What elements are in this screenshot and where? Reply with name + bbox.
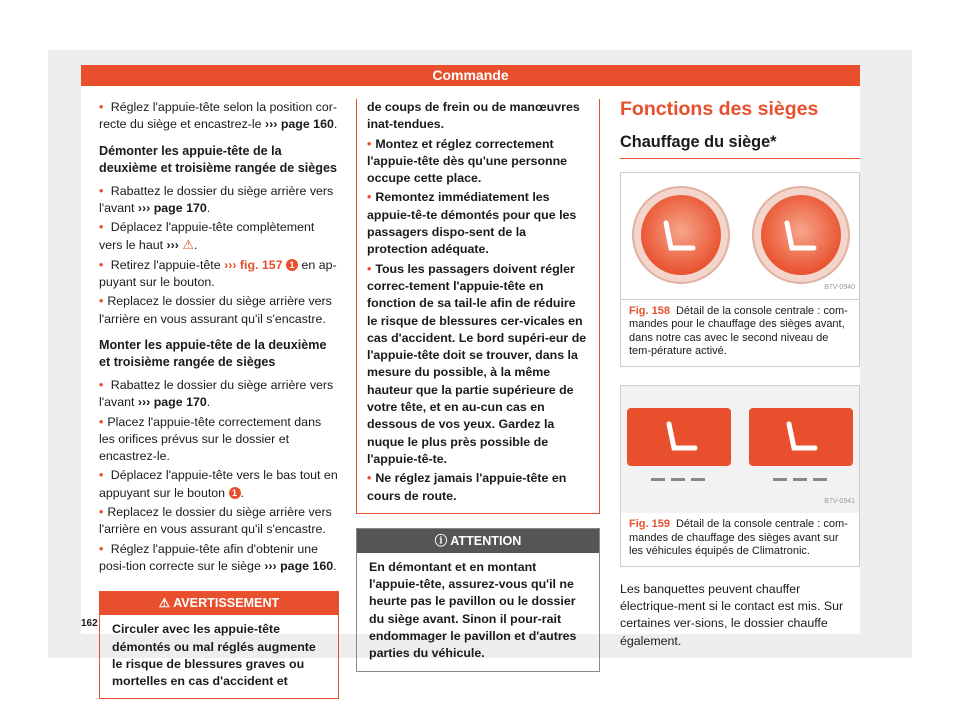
figure-code: B7V-0941 <box>824 497 855 505</box>
warning-item: • Tous les passagers doivent régler correc-tement l'appuie-tête en fonction de sa tail-le afin de réduire le risque de blessures cer-vicales en cas d'accident. Le bord supéri-eur de l'appuie-tête doit se trouver, dans la mesure du possible, à la même hauteur que la partie supérieure de votre tête, et en au-cun cas en dessous de vos yeux. Gardez la nuque le plus près possible de l'appuie-tê-te. <box>367 261 589 469</box>
step-remove-headrest: • Retirez l'appuie-tête ››› fig. 157 1 en ap-puyant sur le bouton. <box>99 257 339 292</box>
figure-number: Fig. 158 <box>629 304 670 317</box>
page-link[interactable]: ››› page 170 <box>137 395 207 410</box>
figure-159 <box>620 385 860 567</box>
step-fold-backrest-2: • Rabattez le dossier du siège arrière vers l'avant ››› page 170. <box>99 377 339 412</box>
step-adjust-position: • Réglez l'appuie-tête afin d'obtenir une posi-tion correcte sur le siège ››› page 160. <box>99 541 339 576</box>
warning-item: • Remontez immédiatement les appuie-tê-te démontés pour que les passagers dispo-sent de la protection adéquate. <box>367 189 589 258</box>
column-middle <box>356 99 600 672</box>
step-move-down: • Déplacez l'appuie-tête vers le bas tout en appuyant sur le bouton 1 . <box>99 467 339 502</box>
warning-link[interactable]: ››› <box>166 238 179 253</box>
page-link[interactable]: ››› page 160 <box>265 117 334 132</box>
info-circle-icon: ⓘ <box>434 533 448 548</box>
warning-triangle-icon: ⚠ <box>182 237 195 253</box>
warning-triangle-icon: ⚠ <box>158 596 171 611</box>
warning-text: Circuler avec les appuie-tête démontés ou mal réglés augmente le risque de blessures graves ou mortelles en cas d'accident et <box>112 622 316 689</box>
warning-continued: de coups de frein ou de manœuvres inat-tendues. • Montez et réglez correctement l'appuie-tête dès qu'une personne occupe cette place. • Remontez immédiatement les appuie-tê-te démontés pour que les passagers dispo-sent de la protection adéquate. • Tous les passagers doivent régler correc-tement l'appuie-tête en fonction de sa tail-le afin de réduire le risque de blessures cer-vicales en cas d'accident. Le bord supéri-eur de l'appuie-tête doit se trouver, dans la mesure du possible, à la même hauteur que la partie supérieure de votre tête, et en au-cun cas en dessous de vos yeux. Gardez la nuque le plus près possible de l'appuie-tê-te. • Ne réglez jamais l'appuie-tête en cours de route. <box>356 99 600 514</box>
attention-box <box>356 528 600 672</box>
warning-item: • Ne réglez jamais l'appuie-tête en cours de route. <box>367 470 589 505</box>
body-text: Les banquettes peuvent chauffer électrique-ment si le contact est mis. Sur certaines ver-sions, le dossier chauffe également. <box>620 581 844 648</box>
callout-number: 1 <box>286 259 298 271</box>
page-link[interactable]: ››› page 160 <box>264 558 334 573</box>
chapter-header: Commande <box>81 65 860 86</box>
step-adjust-headrest: • Réglez l'appuie-tête selon la position cor-recte du siège et encastrez-le ››› page 160. <box>99 99 339 134</box>
step-place-headrest: • Placez l'appuie-tête correctement dans les orifices prévus sur le dossier et encastrez-le. <box>99 414 339 466</box>
heading-install-headrests: Monter les appuie-tête de la deuxième et troisième rangée de sièges <box>99 337 327 369</box>
warning-item: • Montez et réglez correctement l'appuie-tête dès qu'une personne occupe cette place. <box>367 136 589 188</box>
warning-box <box>99 591 339 699</box>
column-left <box>99 99 339 699</box>
page-link[interactable]: ››› page 170 <box>137 200 207 215</box>
figure-159-caption: Fig. 159 Détail de la console centrale : com-mandes de chauffage des sièges avant sur les véhicules équipés de Climatronic. <box>629 517 848 558</box>
figure-159-image <box>621 386 859 513</box>
section-title: Fonctions des sièges <box>620 98 819 120</box>
figure-158 <box>620 172 860 367</box>
step-fold-backrest: • Rabattez le dossier du siège arrière vers l'avant ››› page 170. <box>99 183 339 218</box>
step-replace-backrest-2: • Replacez le dossier du siège arrière vers l'arrière en vous assurant qu'il s'encastre. <box>99 504 339 539</box>
page-number: 162 <box>81 618 98 629</box>
heading-remove-headrests: Démonter les appuie-tête de la deuxième et troisième rangée de sièges <box>99 143 337 175</box>
figure-code: B7V-0940 <box>824 284 855 292</box>
column-right <box>620 99 860 652</box>
subsection-title: Chauffage du siège* <box>620 134 860 158</box>
figure-number: Fig. 159 <box>629 517 670 530</box>
callout-number: 1 <box>229 487 241 499</box>
figure-158-caption: Fig. 158 Détail de la console centrale : com-mandes pour le chauffage des sièges avant, dans notre cas avec le second niveau de tem-pérature activé. <box>629 304 848 358</box>
figure-158-image <box>621 173 859 300</box>
step-move-up: • Déplacez l'appuie-tête complètement vers le haut ››› ⚠. <box>99 219 339 255</box>
step-replace-backrest: • Replacez le dossier du siège arrière vers l'arrière en vous assurant qu'il s'encastre. <box>99 293 339 328</box>
attention-header: ⓘ ATTENTION <box>357 529 599 553</box>
figure-link[interactable]: ››› fig. 157 <box>224 257 283 272</box>
warning-header: ⚠ AVERTISSEMENT <box>100 592 338 615</box>
attention-text: En démontant et en montant l'appuie-tête, assurez-vous qu'il ne heurte pas le pavillon ou le dossier du siège avant. Sinon il pour-rait endommager le pavillon et d'autres parties du véhicule. <box>369 559 577 661</box>
